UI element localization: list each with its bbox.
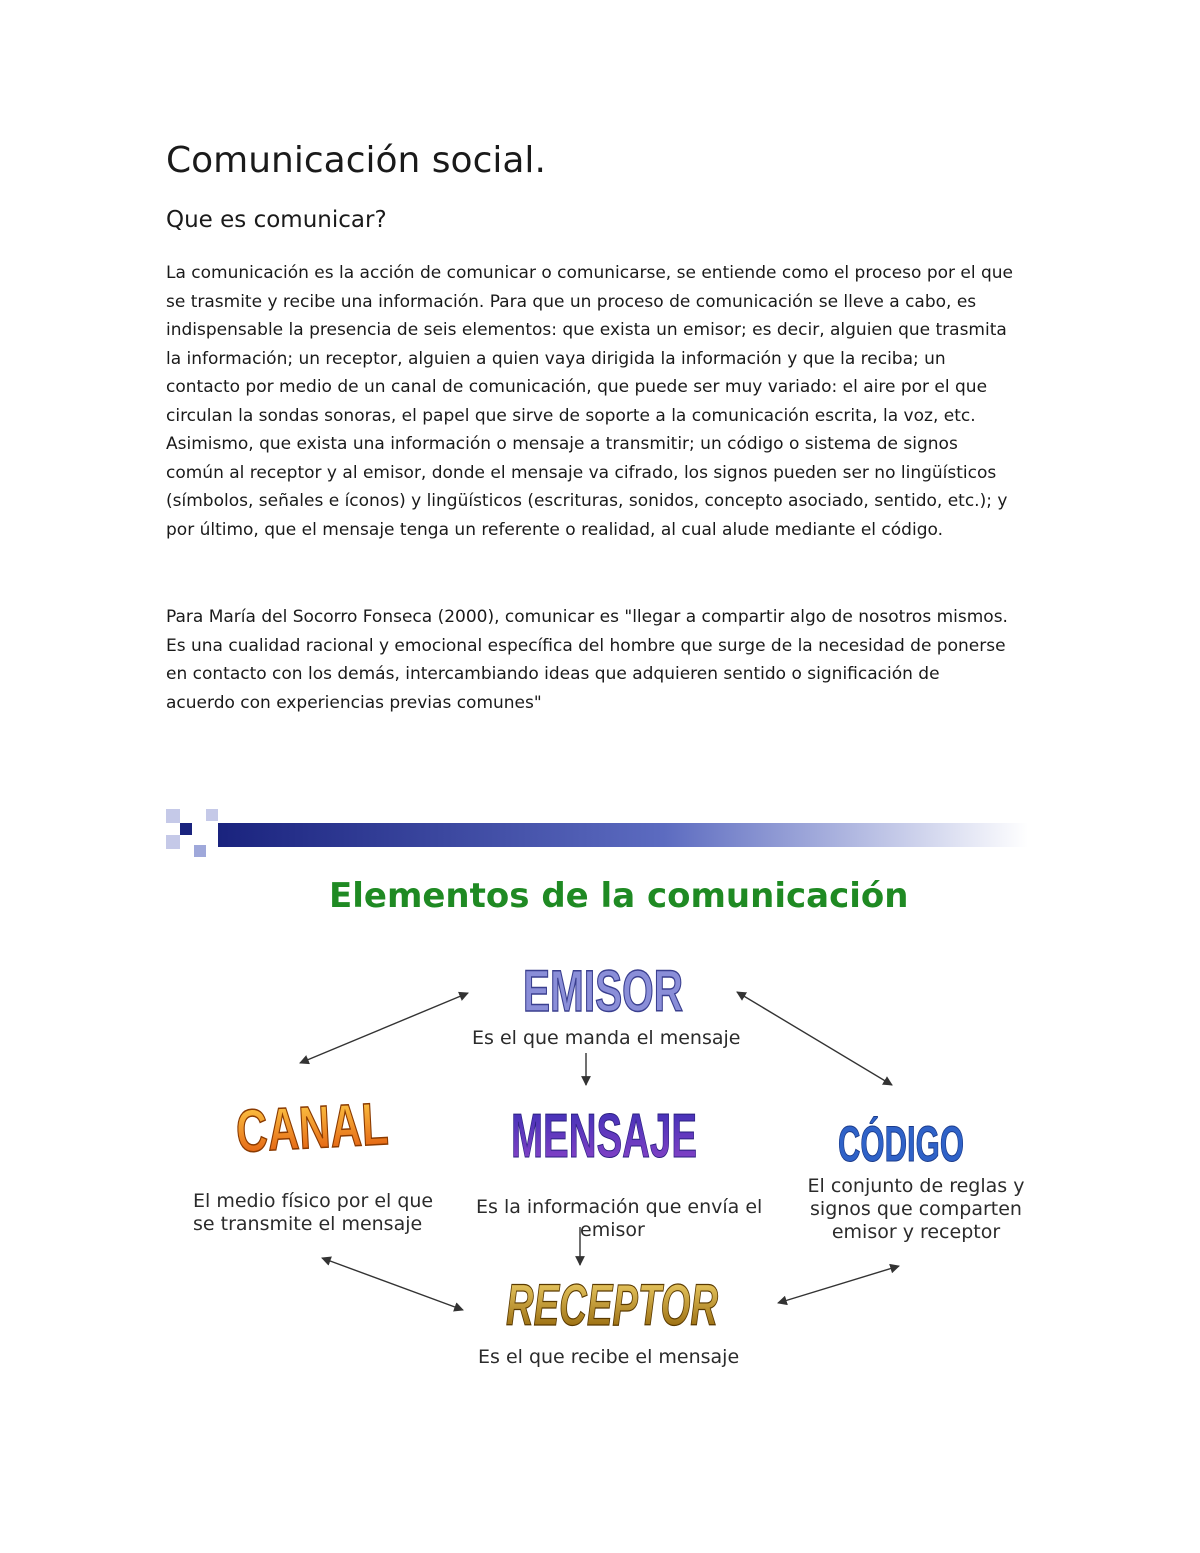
paragraph-line: común al receptor y al emisor, donde el mensaje va cifrado, los signos pueden ser no lingüísticos bbox=[166, 462, 997, 483]
canal-label: CANAL bbox=[234, 1087, 448, 1165]
codigo-description: signos que comparten bbox=[810, 1198, 1022, 1220]
receptor-description: Es el que recibe el mensaje bbox=[478, 1346, 740, 1368]
mensaje-description: Es la información que envía el bbox=[476, 1196, 763, 1218]
codigo-label: CÓDIGO bbox=[838, 1116, 964, 1172]
paragraph-line: Es una cualidad racional y emocional específica del hombre que surge de la necesidad de ponerse bbox=[166, 635, 1006, 656]
paragraph-line: circulan la sondas sonoras, el papel que sirve de soporte a la comunicación escrita, la voz, etc. bbox=[166, 405, 976, 426]
mensaje-label: MENSAJE bbox=[511, 1102, 697, 1171]
receptor-label: RECEPTOR bbox=[506, 1273, 719, 1338]
arrow-receptor-codigo bbox=[778, 1266, 899, 1303]
codigo-description: El conjunto de reglas y bbox=[807, 1175, 1025, 1197]
diagram-heading: Elementos de la comunicación bbox=[329, 876, 909, 916]
paragraph-line: indispensable la presencia de seis elementos: que exista un emisor; es decir, alguien que trasmita bbox=[166, 320, 1007, 340]
paragraph-line: la información; un receptor, alguien a quien vaya dirigida la información y que la reciba; un bbox=[166, 348, 946, 369]
emisor-label: EMISOR bbox=[523, 959, 683, 1024]
paragraph-line: en contacto con los demás, intercambiando ideas que adquieren sentido o significación de bbox=[166, 664, 940, 684]
arrow-canal-emisor bbox=[300, 993, 468, 1063]
paragraph-definition bbox=[166, 259, 1046, 544]
arrow-canal-receptor bbox=[322, 1258, 463, 1310]
canal-description: se transmite el mensaje bbox=[193, 1213, 423, 1235]
emisor-description: Es el que manda el mensaje bbox=[472, 1027, 741, 1049]
paragraph-line: acuerdo con experiencias previas comunes" bbox=[166, 692, 542, 713]
arrow-emisor-codigo bbox=[737, 992, 892, 1085]
header-banner bbox=[166, 809, 1028, 857]
paragraph-line: La comunicación es la acción de comunicar o comunicarse, se entiende como el proceso por el que bbox=[166, 263, 1014, 283]
canal-description: El medio físico por el que bbox=[193, 1190, 434, 1212]
page-title: Comunicación social. bbox=[166, 140, 546, 181]
communication-elements-diagram bbox=[166, 805, 1031, 1385]
paragraph-line: Para María del Socorro Fonseca (2000), comunicar es "llegar a compartir algo de nosotros mismos. bbox=[166, 607, 1008, 627]
paragraph-line: Asimismo, que exista una información o mensaje a transmitir; un código o sistema de signos bbox=[166, 434, 958, 454]
section-subtitle: Que es comunicar? bbox=[166, 207, 387, 233]
paragraph-line: por último, que el mensaje tenga un referente o realidad, al cual alude mediante el código. bbox=[166, 519, 943, 540]
codigo-description: emisor y receptor bbox=[831, 1221, 1001, 1243]
mensaje-description: emisor bbox=[580, 1219, 645, 1241]
paragraph-quote bbox=[166, 603, 1046, 717]
paragraph-line: contacto por medio de un canal de comunicación, que puede ser muy variado: el aire por el que bbox=[166, 377, 988, 397]
paragraph-line: se trasmite y recibe una información. Para que un proceso de comunicación se lleve a cabo, es bbox=[166, 291, 977, 312]
paragraph-line: (símbolos, señales e íconos) y lingüísticos (escrituras, sonidos, concepto asociado, sentido, etc.); y bbox=[166, 491, 1008, 511]
